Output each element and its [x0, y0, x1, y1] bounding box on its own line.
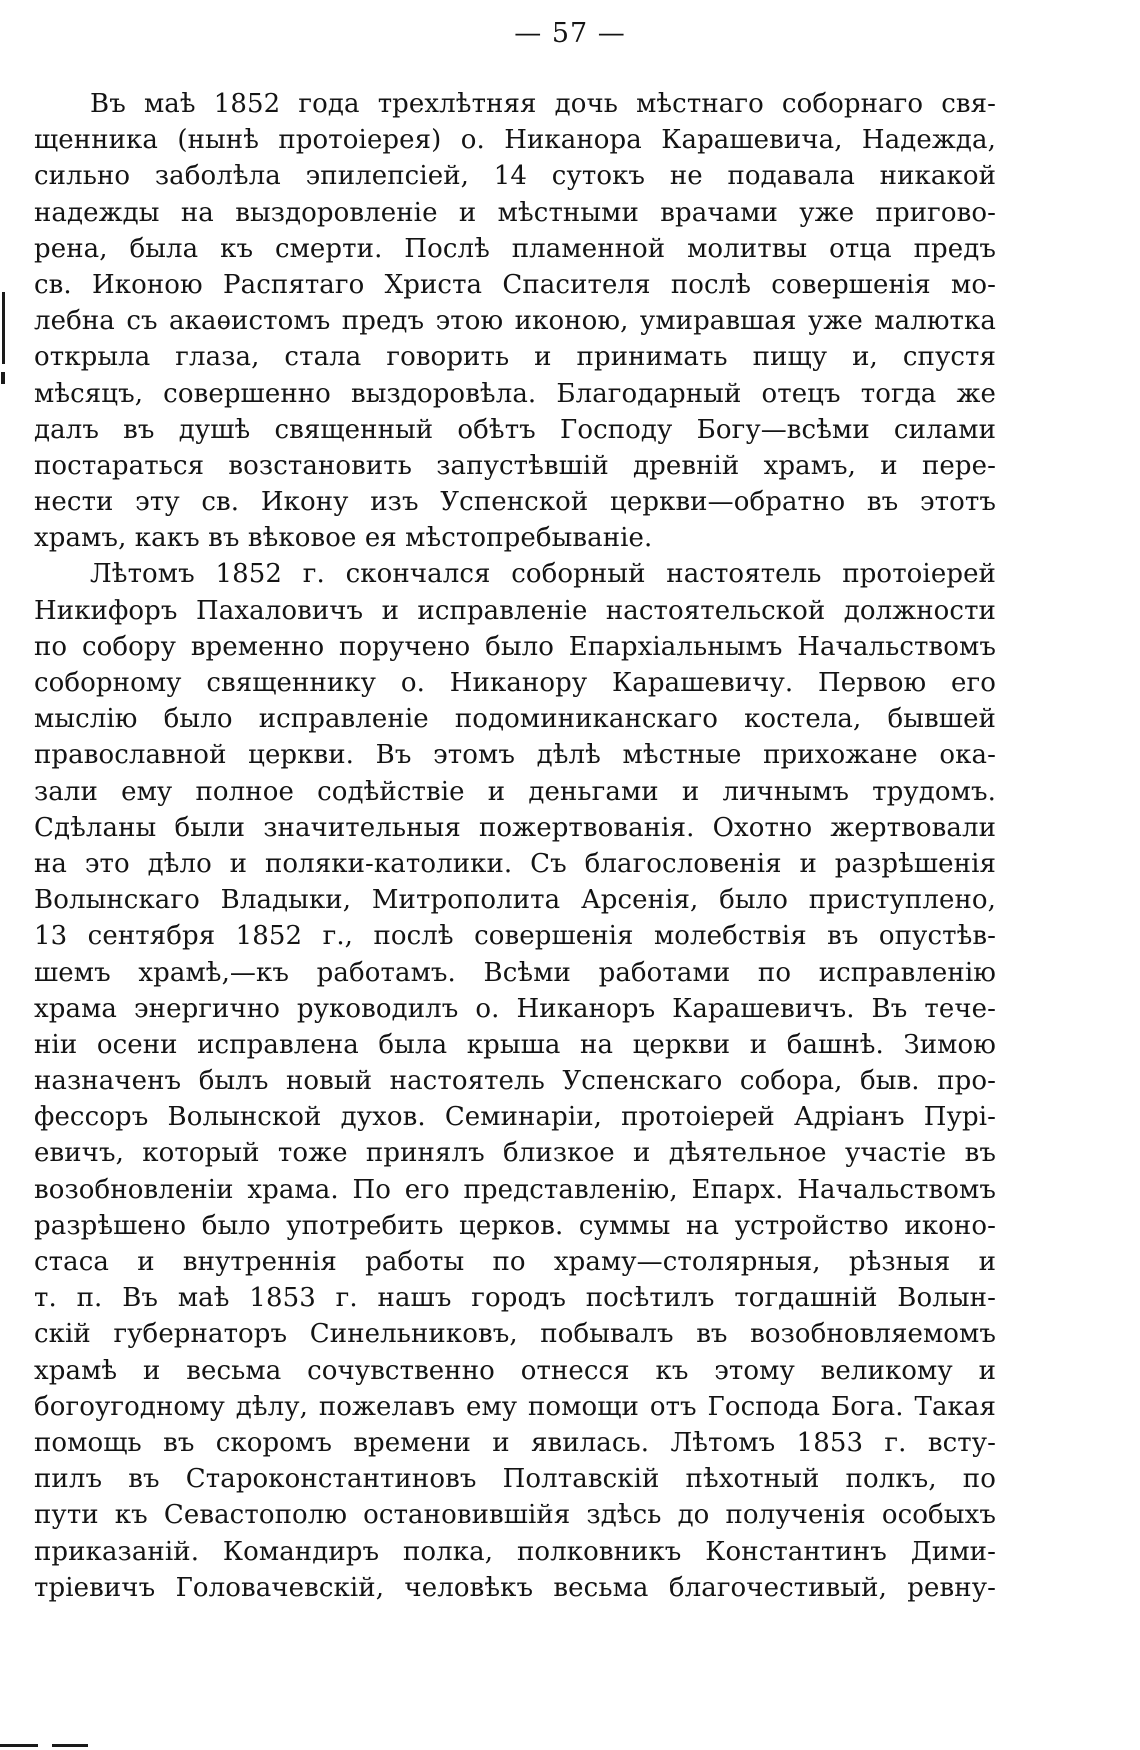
text-line: храмъ, какъ въ вѣковое ея мѣстопребываніе. [34, 523, 653, 554]
text-line: разрѣшено было употребить церков. суммы на устройство иконо- [34, 1210, 996, 1241]
text-line: соборному священнику о. Никанору Карашевичу. Первою его [34, 668, 996, 698]
body-text [34, 86, 996, 1606]
text-line: Сдѣланы были значительныя пожертвованія. Охотно жертвовали [34, 812, 996, 843]
text-line: тріевичъ Головачевскій, человѣкъ весьма благочестивый, ревну- [34, 1572, 996, 1603]
text-line: лебна съ акаѳистомъ предъ этою иконою, умиравшая уже малютка [34, 306, 996, 337]
text-line: храма энергично руководилъ о. Никаноръ Карашевичъ. Въ тече- [34, 993, 996, 1024]
text-line: возобновленіи храма. По его представленію, Епарх. Начальствомъ [34, 1174, 996, 1205]
text-line: далъ въ душѣ священный обѣтъ Господу Богу—всѣми силами [34, 414, 996, 445]
text-line: пилъ въ Староконстантиновъ Полтавскій пѣхотный полкъ, по [34, 1464, 996, 1495]
text-line: нести эту св. Икону изъ Успенской церкви—обратно въ этотъ [34, 487, 996, 518]
text-line: богоугодному дѣлу, пожелавъ ему помощи отъ Господа Бога. Такая [34, 1391, 996, 1422]
text-line: приказаній. Командиръ полка, полковникъ Константинъ Дими- [34, 1536, 996, 1567]
text-line: 13 сентября 1852 г., послѣ совершенія молебствія въ опустѣв- [34, 921, 996, 952]
text-line: шемъ храмѣ,—къ работамъ. Всѣми работами по исправленію [34, 957, 996, 988]
text-line: Лѣтомъ 1852 г. скончался соборный настоятель протоіерей [90, 559, 996, 590]
text-line: надежды на выздоровленіе и мѣстными врачами уже пригово- [34, 197, 996, 228]
text-line: храмѣ и весьма сочувственно отнесся къ этому великому и [34, 1355, 996, 1386]
text-line: Никифоръ Пахаловичъ и исправленіе настоятельской должности [34, 595, 996, 626]
text-line: фессоръ Волынской духов. Семинаріи, протоіерей Адріанъ Пурі- [34, 1102, 996, 1133]
text-line: помощь въ скоромъ времени и явилась. Лѣтомъ 1853 г. всту- [34, 1427, 996, 1458]
text-line: сильно заболѣла эпилепсіей, 14 сутокъ не подавала никакой [34, 161, 996, 192]
text-line: Волынскаго Владыки, Митрополита Арсенія, было приступлено, [34, 885, 996, 916]
text-line: скій губернаторъ Синельниковъ, побывалъ въ возобновляемомъ [34, 1319, 996, 1350]
footer-rule [52, 1744, 88, 1747]
text-line: стаса и внутреннія работы по храму—столярныя, рѣзныя и [34, 1247, 996, 1277]
text-line: св. Иконою Распятаго Христа Спасителя послѣ совершенія мо- [34, 269, 996, 300]
text-line: мѣсяцъ, совершенно выздоровѣла. Благодарный отецъ тогда же [34, 378, 996, 409]
text-line: рена, была къ смерти. Послѣ пламенной молитвы отца предъ [34, 233, 996, 264]
text-line: пути къ Севастополю остановившійя здѣсь до полученія особыхъ [34, 1500, 996, 1531]
text-line: зали ему полное содѣйствіе и деньгами и личнымъ трудомъ. [34, 776, 996, 807]
text-line: ніи осени исправлена была крыша на церкви и башнѣ. Зимою [34, 1029, 996, 1060]
text-line: евичъ, который тоже принялъ близкое и дѣятельное участіе въ [34, 1138, 996, 1169]
text-line: назначенъ былъ новый настоятель Успенскаго собора, быв. про- [34, 1066, 996, 1097]
text-line: православной церкви. Въ этомъ дѣлѣ мѣстные прихожане ока- [34, 740, 996, 771]
margin-mark [1, 372, 5, 384]
text-line: т. п. Въ маѣ 1853 г. нашъ городъ посѣтилъ тогдашній Волын- [34, 1283, 996, 1314]
text-line: Въ маѣ 1852 года трехлѣтняя дочь мѣстнаго соборнаго свя- [90, 89, 996, 119]
text-line: по собору временно поручено было Епархіальнымъ Начальствомъ [34, 631, 996, 662]
text-line: на это дѣло и поляки-католики. Съ благословенія и разрѣшенія [34, 848, 996, 879]
margin-mark [2, 292, 5, 364]
text-line: щенника (нынѣ протоіерея) о. Никанора Карашевича, Надежда, [34, 125, 996, 156]
text-line: открыла глаза, стала говорить и принимать пищу и, спустя [34, 342, 996, 373]
text-line: постараться возстановить запустѣвшій древній храмъ, и пере- [34, 450, 996, 481]
page-number: — 57 — [514, 18, 626, 49]
footer-rule [0, 1744, 38, 1747]
text-line: мыслію было исправленіе подоминиканскаго костела, бывшей [34, 704, 996, 735]
